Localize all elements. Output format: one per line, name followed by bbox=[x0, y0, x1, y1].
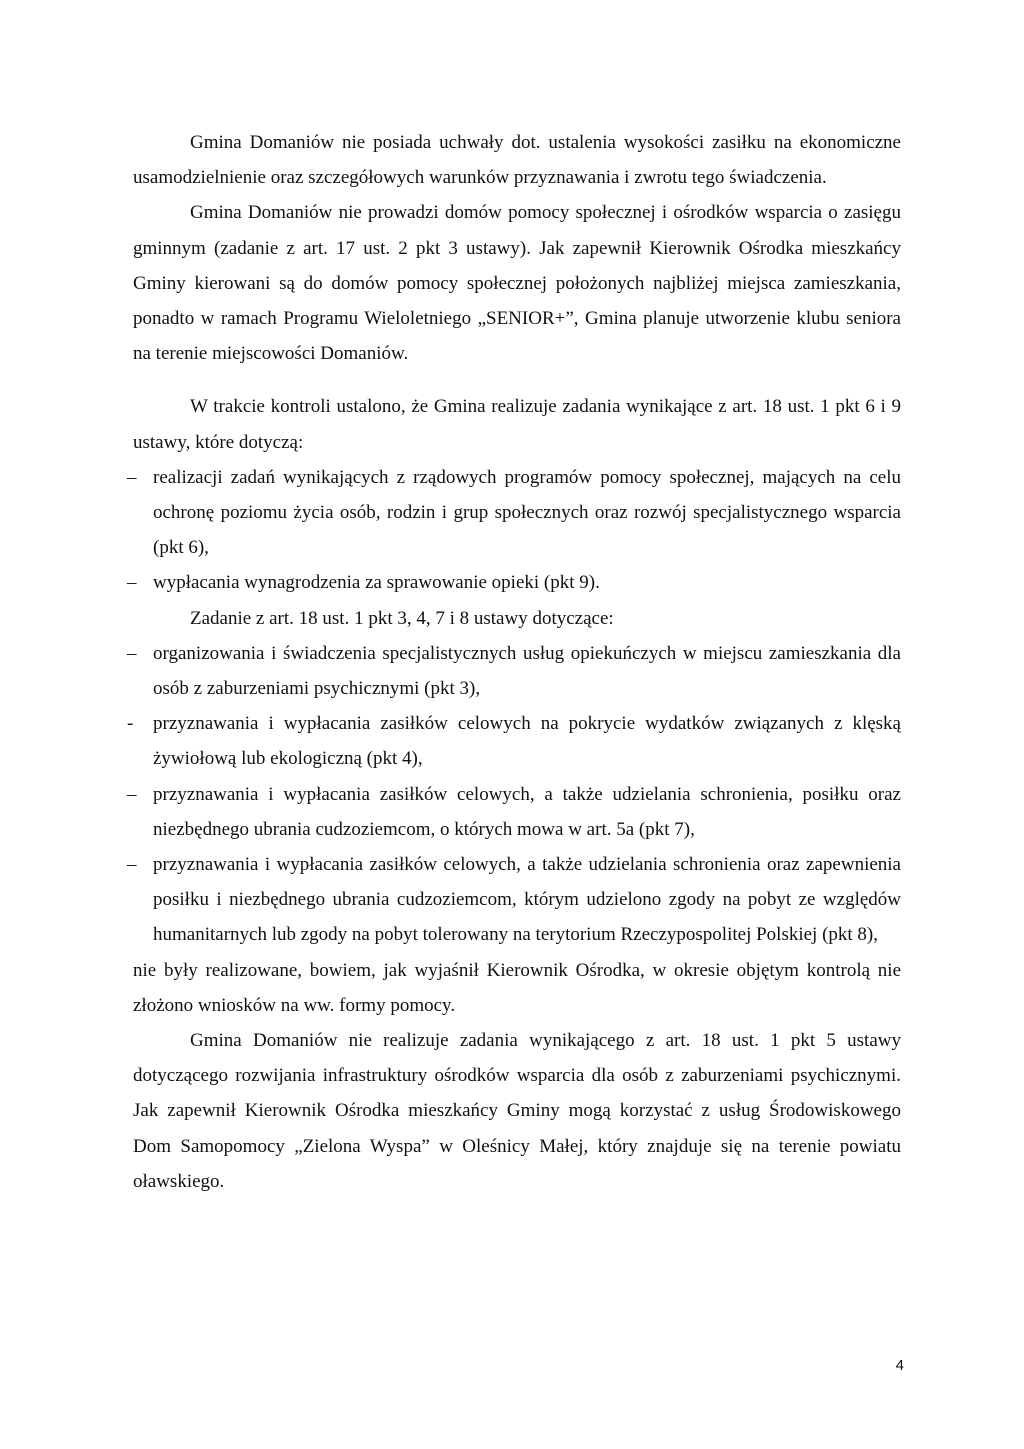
list-item bbox=[127, 847, 901, 953]
list-item-text: przyznawania i wypłacania zasiłków celowych, a także udzielania schronienia oraz zapewnienia posiłku i niezbędnego ubrania cudzoziemcom, którym udzielono zgody na pobyt ze względów humanitarnych lub zgody na pobyt tolerowany na terytorium Rzeczypospolitej Polskiej (pkt 8), bbox=[153, 854, 901, 946]
dash-marker: – bbox=[127, 642, 137, 664]
list-item-text: wypłacania wynagrodzenia za sprawowanie opieki (pkt 9). bbox=[153, 572, 600, 594]
list-item bbox=[127, 777, 901, 847]
paragraph-infrastruktura: Gmina Domaniów nie realizuje zadania wynikającego z art. 18 ust. 1 pkt 5 ustawy dotyczącego rozwijania infrastruktury ośrodków wsparcia dla osób z zaburzeniami psychicznymi. Jak zapewnił Kierownik Ośrodka mieszkańcy Gminy mogą korzystać z usług Środowiskowego Dom Samopomocy „Zielona Wyspa” w Oleśnicy Małej, który znajduje się na terenie powiatu oławskiego. bbox=[133, 1030, 901, 1192]
dash-marker: - bbox=[127, 713, 134, 735]
list-item-text: przyznawania i wypłacania zasiłków celowych na pokrycie wydatków związanych z klęską żywiołową lub ekologiczną (pkt 4), bbox=[153, 713, 901, 770]
document-body bbox=[127, 125, 901, 1199]
page-number: 4 bbox=[895, 1357, 904, 1374]
list-item-text: przyznawania i wypłacania zasiłków celowych, a także udzielania schronienia, posiłku oraz niezbędnego ubrania cudzoziemcom, o których mowa w art. 5a (pkt 7), bbox=[153, 783, 901, 840]
dash-marker: – bbox=[127, 854, 137, 876]
paragraph-zasilek: Gmina Domaniów nie posiada uchwały dot. ustalenia wysokości zasiłku na ekonomiczne usamodzielnienie oraz szczegółowych warunków przyznawania i zwrotu tego świadczenia. bbox=[133, 132, 901, 189]
list-item bbox=[127, 460, 901, 566]
dash-marker: – bbox=[127, 783, 137, 805]
paragraph-nie-realizowane: nie były realizowane, bowiem, jak wyjaśnił Kierownik Ośrodka, w okresie objętym kontrolą nie złożono wniosków na ww. formy pomocy. bbox=[133, 959, 901, 1016]
paragraph-domy-pomocy: Gmina Domaniów nie prowadzi domów pomocy społecznej i ośrodków wsparcia o zasięgu gminnym (zadanie z art. 17 ust. 2 pkt 3 ustawy). Jak zapewnił Kierownik Ośrodka mieszkańcy Gminy kierowani są do domów pomocy społecznej położonych najbliżej miejsca zamieszkania, ponadto w ramach Programu Wieloletniego „SENIOR+”, Gmina planuje utworzenie klubu seniora na terenie miejscowości Domaniów. bbox=[133, 202, 901, 365]
list-item bbox=[127, 565, 901, 600]
paragraph-kontrola-intro: W trakcie kontroli ustalono, że Gmina realizuje zadania wynikające z art. 18 ust. 1 pkt 6 i 9 ustawy, które dotyczą: bbox=[133, 396, 901, 453]
list-item-text: organizowania i świadczenia specjalistycznych usług opiekuńczych w miejscu zamieszkania dla osób z zaburzeniami psychicznymi (pkt 3), bbox=[153, 642, 901, 700]
list-item bbox=[127, 706, 901, 776]
list-item-text: realizacji zadań wynikających z rządowych programów pomocy społecznej, mających na celu ochronę poziomu życia osób, rodzin i grup społecznych oraz rozwój specjalistycznego wsparcia (pkt 6), bbox=[153, 466, 901, 559]
realized-tasks-list bbox=[127, 460, 901, 601]
dash-marker: – bbox=[127, 572, 137, 594]
unrealized-tasks-list bbox=[127, 636, 901, 953]
list-item bbox=[127, 636, 901, 706]
dash-marker: – bbox=[127, 466, 137, 488]
paragraph-zadanie-art18: Zadanie z art. 18 ust. 1 pkt 3, 4, 7 i 8 ustawy dotyczące: bbox=[190, 607, 614, 629]
